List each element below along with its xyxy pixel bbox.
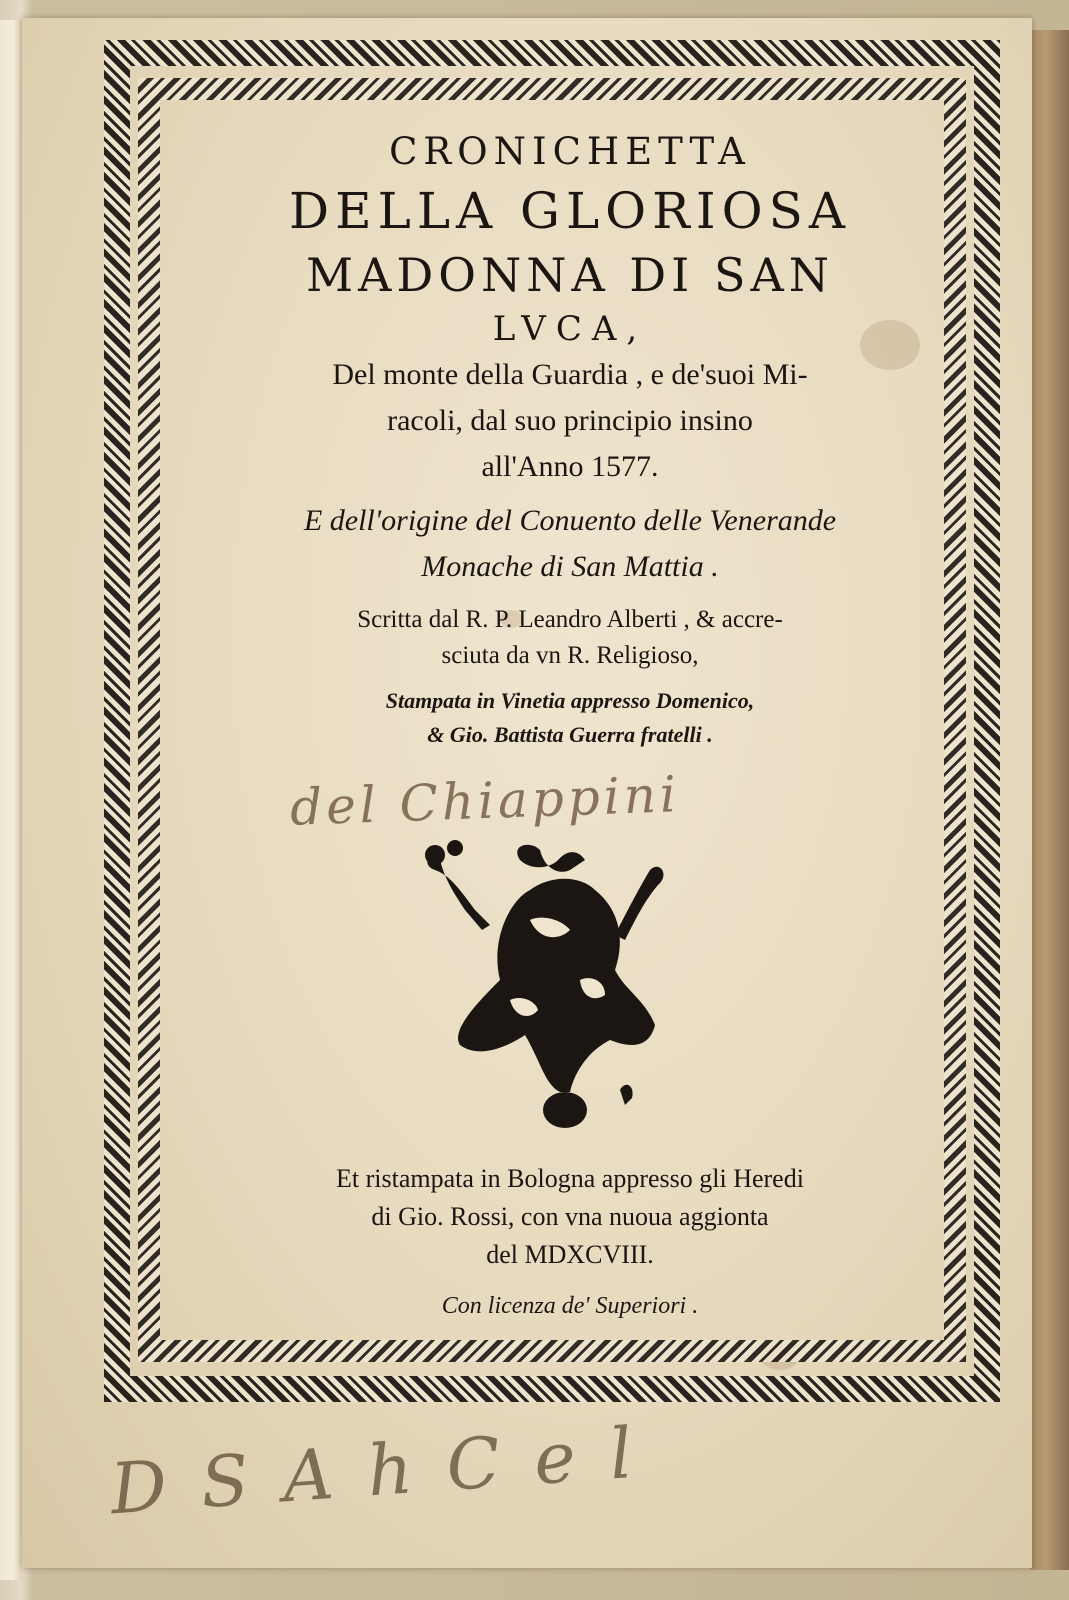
title-line-4: LVCA, (492, 309, 648, 349)
imprint-line: di Gio. Rossi, con vna nuoua aggionta (371, 1202, 769, 1231)
subtitle-line: racoli, dal suo principio insino (387, 404, 753, 437)
book-cover-edge (1030, 30, 1069, 1570)
imprint-line: del MDXCVIII. (486, 1240, 654, 1269)
title-line-2: DELLA GLORIOSA (289, 182, 851, 240)
bottom-inscription: D S A h C e l (107, 1411, 641, 1531)
printer-line: Stampata in Vinetia appresso Domenico, (385, 688, 755, 713)
convent-line: Monache di San Mattia . (421, 550, 719, 583)
subtitle-line: all'Anno 1577. (481, 450, 659, 483)
woodcut-figure-on-globe-icon (420, 830, 670, 1130)
imprint-block (200, 1160, 940, 1328)
subtitle-line: Del monte della Guardia , e de'suoi Mi- (332, 358, 808, 391)
book-left-edge (0, 20, 22, 1580)
title-line-3: MADONNA DI SAN (306, 248, 834, 302)
ownership-inscription: del Chiappini (289, 765, 681, 837)
author-line: sciuta da vn R. Religioso, (441, 642, 699, 669)
title-block (200, 120, 940, 752)
printer-line: & Gio. Battista Guerra fratelli . (427, 722, 713, 747)
convent-line: E dell'origine del Conuento delle Venerande (303, 504, 837, 537)
license-line: Con licenza de' Superiori . (441, 1293, 699, 1319)
author-line: Scritta dal R. P. Leandro Alberti , & accre- (357, 606, 783, 633)
imprint-line: Et ristampata in Bologna appresso gli Heredi (336, 1164, 804, 1193)
title-line-1: CRONICHETTA (389, 130, 751, 173)
